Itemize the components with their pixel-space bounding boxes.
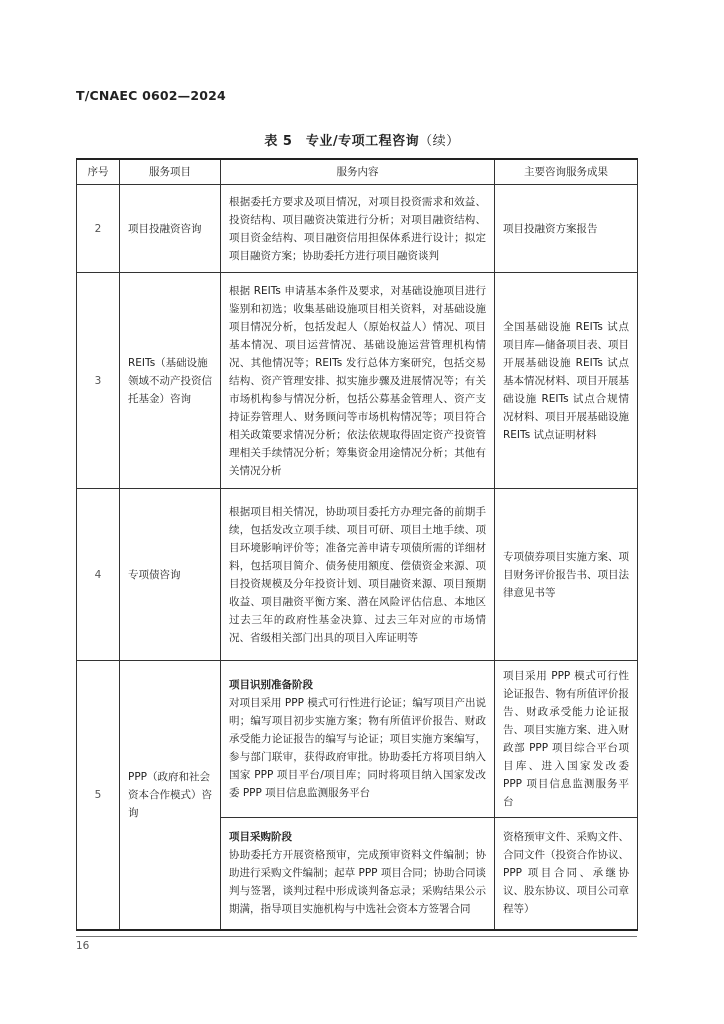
table-caption: [0, 130, 724, 149]
row-result: 全国基础设施 REITs 试点项目库—储备项目表、项目开展基础设施 REITs 试点基本情况材料、项目开展基础设施 REITs 试点合规情况材料、项目开展基础设施 REITs 试点证明材料: [495, 273, 638, 489]
row-content: 根据委托方要求及项目情况，对项目投资需求和效益、投资结构、项目融资决策进行分析；对项目融资结构、项目资金结构、项目融资信用担保体系进行设计；拟定项目融资方案；协助委托方进行项目融资谈判: [221, 185, 495, 273]
row-content-stage: [221, 661, 495, 818]
stage-content: 协助委托方开展资格预审，完成预审资料文件编制；协助进行采购文件编制；起草 PPP 项目合同；协助合同谈判与签署，谈判过程中形成谈判备忘录；采购结果公示期满，指导项目实施机构与中选社会资本方签署合同: [229, 849, 486, 916]
row-result: 专项债券项目实施方案、项目财务评价报告书、项目法律意见书等: [495, 489, 638, 661]
header-item: 服务项目: [120, 159, 221, 185]
row-no: 5: [77, 661, 120, 930]
table-row: [77, 273, 638, 489]
row-item: PPP（政府和社会资本合作模式）咨询: [120, 661, 221, 930]
row-result: 项目采用 PPP 模式可行性论证报告、物有所值评价报告、财政承受能力论证报告、项目实施方案、进入财政部 PPP 项目综合平台项目库、进入国家发改委 PPP 项目信息监测服务平台: [495, 661, 638, 818]
row-result: 项目投融资方案报告: [495, 185, 638, 273]
standard-code: T/CNAEC 0602—2024: [76, 88, 226, 103]
row-no: 3: [77, 273, 120, 489]
stage-content: 对项目采用 PPP 模式可行性进行论证；编写项目产出说明；编写项目初步实施方案；物有所值评价报告、财政承受能力论证报告的编写与论证；项目实施方案编写，参与部门联审，获得政府审批。协助委托方将项目纳入国家 PPP 项目平台/项目库；同时将项目纳入国家发改委 PPP 项目信息监测服务平台: [229, 697, 486, 799]
service-table: [76, 158, 638, 931]
table-header-row: [77, 159, 638, 185]
table-row: [77, 661, 638, 818]
row-no: 4: [77, 489, 120, 661]
table-row: [77, 489, 638, 661]
page-footer-divider: [76, 936, 637, 937]
row-content-stage: [221, 818, 495, 930]
stage-title: 项目采购阶段: [229, 831, 292, 844]
row-item: 专项债咨询: [120, 489, 221, 661]
row-no: 2: [77, 185, 120, 273]
row-content: 根据项目相关情况，协助项目委托方办理完备的前期手续，包括发改立项手续、项目可研、项目土地手续、项目环境影响评价等；准备完善申请专项债所需的详细材料，包括项目简介、债务使用额度、偿债资金来源、项目投资规模及分年投资计划、项目融资来源、项目预期收益、项目融资平衡方案、潜在风险评估信息、本地区过去三年的政府性基金决算、过去三年对应的市场情况、省级相关部门出具的项目入库证明等: [221, 489, 495, 661]
table-caption-title: 表 5 专业/专项工程咨询: [264, 134, 420, 149]
header-no: 序号: [77, 159, 120, 185]
row-item: REITs（基础设施领域不动产投资信托基金）咨询: [120, 273, 221, 489]
stage-title: 项目识别准备阶段: [229, 679, 313, 691]
page-number: 16: [76, 940, 90, 952]
table-caption-continued: （续）: [419, 134, 460, 149]
row-result: 资格预审文件、采购文件、合同文件（投资合作协议、PPP 项目合同、承继协议、股东协议、项目公司章程等）: [495, 818, 638, 930]
table-row: [77, 185, 638, 273]
header-content: 服务内容: [221, 159, 495, 185]
header-result: 主要咨询服务成果: [495, 159, 638, 185]
row-item: 项目投融资咨询: [120, 185, 221, 273]
row-content: 根据 REITs 申请基本条件及要求，对基础设施项目进行鉴别和初选；收集基础设施项目相关资料，对基础设施项目情况分析，包括发起人（原始权益人）情况、项目基本情况、项目运营情况、基础设施运营管理机构情况、其他情况等；REITs 发行总体方案研究，包括交易结构、资产管理安排、拟实施步骤及进展情况等；有关市场机构参与情况分析，包括公募基金管理人、资产支持证券管理人、财务顾问等市场机构情况等；项目符合相关政策要求情况分析；依法依规取得固定资产投资管理相关手续情况分析；筹集资金用途情况分析；其他有关情况分析: [221, 273, 495, 489]
